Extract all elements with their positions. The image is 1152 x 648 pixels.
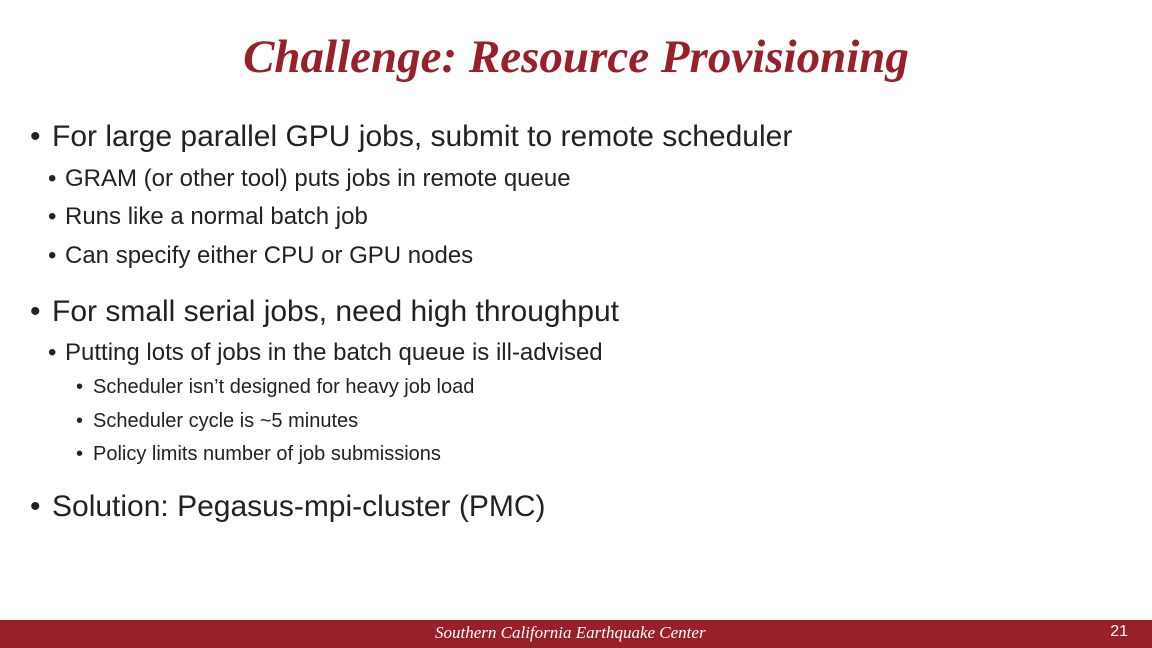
sub-sub-bullet-cycle (76, 409, 358, 433)
bullet-solution-pmc (30, 490, 546, 524)
bullet-marker: • (48, 242, 57, 269)
bullet-text: Runs like a normal batch job (65, 203, 368, 230)
bullet-marker: • (48, 165, 57, 192)
bullet-marker: • (48, 203, 57, 230)
bullet-text: Scheduler cycle is ~5 minutes (93, 410, 359, 432)
bullet-text: GRAM (or other tool) puts jobs in remote queue (65, 165, 571, 192)
bullet-small-serial-jobs (30, 295, 619, 329)
bullet-text: For large parallel GPU jobs, submit to remote scheduler (52, 120, 793, 153)
sub-bullet-batch-job (48, 203, 368, 231)
sub-bullet-cpu-gpu-nodes (48, 242, 473, 270)
page-number: 21 (1110, 623, 1128, 640)
sub-sub-bullet-policy (76, 442, 441, 466)
bullet-text: Policy limits number of job submissions (93, 443, 441, 465)
footer-organization: Southern California Earthquake Center (435, 623, 706, 642)
bullet-text: Scheduler isn’t designed for heavy job load (93, 376, 475, 398)
bullet-text: Can specify either CPU or GPU nodes (65, 242, 474, 269)
bullet-marker: • (30, 120, 41, 153)
sub-bullet-gram (48, 165, 571, 193)
bullet-marker: • (48, 339, 57, 366)
slide-title: Challenge: Resource Provisioning (243, 31, 909, 83)
footer-bar (0, 620, 1152, 648)
bullet-text: Putting lots of jobs in the batch queue is ill-advised (65, 339, 603, 366)
bullet-large-gpu-jobs (30, 120, 792, 154)
bullet-text: For small serial jobs, need high throughput (52, 295, 619, 328)
bullet-text: Solution: Pegasus-mpi-cluster (PMC) (52, 490, 546, 523)
bullet-marker: • (76, 410, 84, 432)
bullet-marker: • (76, 376, 84, 398)
bullet-marker: • (30, 295, 41, 328)
bullet-marker: • (30, 490, 41, 523)
bullet-marker: • (76, 443, 84, 465)
sub-bullet-batch-queue (48, 339, 603, 367)
sub-sub-bullet-job-load (76, 375, 474, 399)
